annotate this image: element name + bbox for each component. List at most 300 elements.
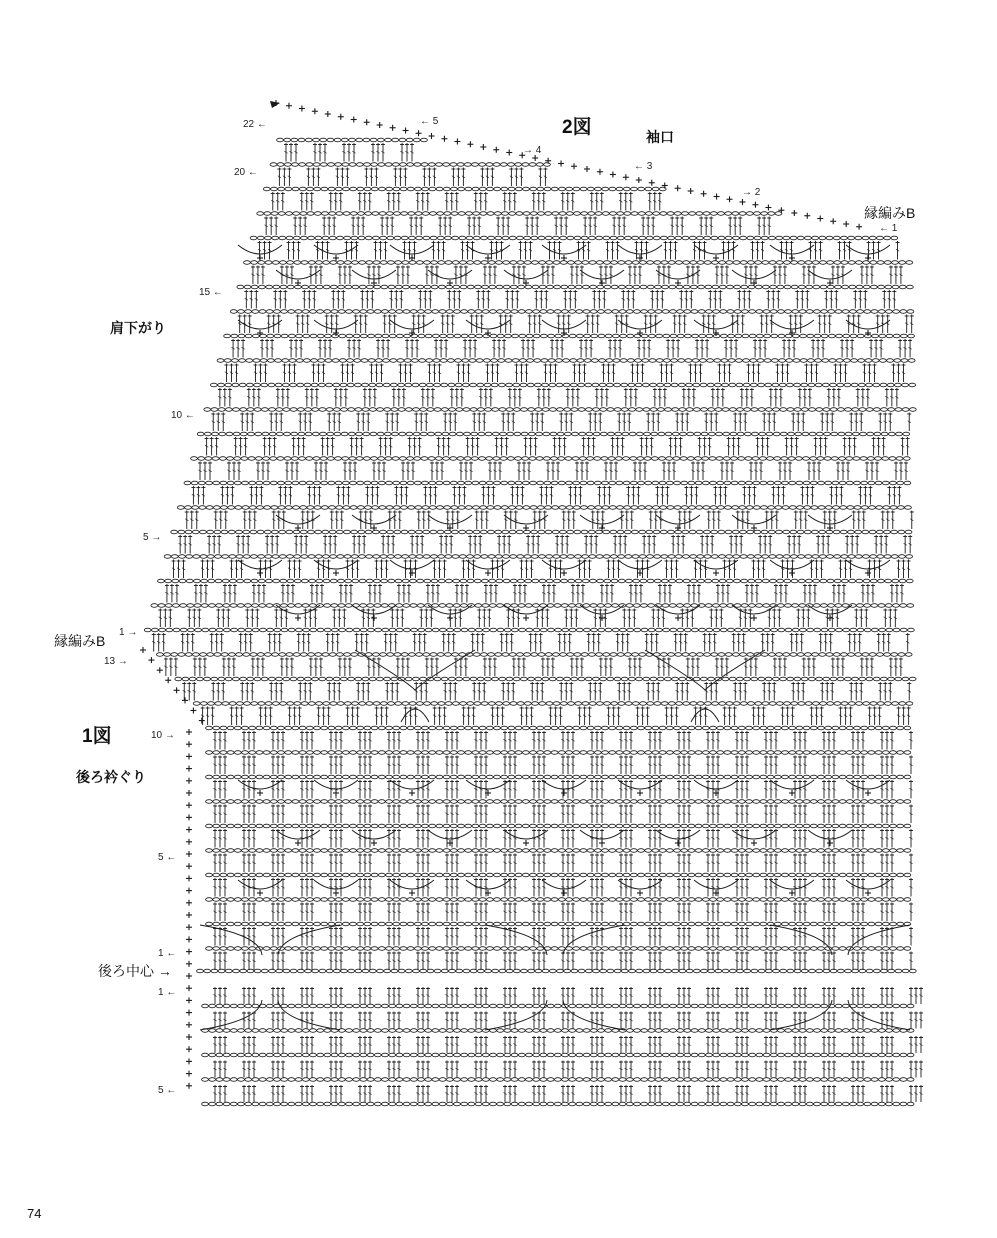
chain-stitch	[206, 481, 213, 485]
chain-stitch	[448, 383, 455, 387]
chain-stitch	[629, 408, 636, 412]
chain-stitch	[411, 359, 418, 363]
chain-stitch	[401, 212, 408, 216]
chain-stitch	[462, 359, 469, 363]
chain-stitch	[451, 187, 458, 191]
chain-stitch	[530, 481, 537, 485]
chain-stitch	[774, 457, 781, 461]
chain-stitch	[467, 261, 474, 265]
chain-stitch	[821, 310, 828, 314]
chain-stitch	[267, 334, 274, 338]
chain-stitch	[682, 236, 689, 240]
chain-stitch	[373, 261, 380, 265]
chain-stitch	[809, 408, 816, 412]
chain-stitch	[583, 285, 590, 289]
chain-stitch	[822, 383, 829, 387]
chain-stitch	[795, 457, 802, 461]
chain-stitch	[191, 481, 198, 485]
chain-stitch	[761, 236, 768, 240]
chain-stitch	[509, 212, 516, 216]
chain-stitch	[471, 432, 478, 436]
chain-stitch	[479, 481, 486, 485]
chain-stitch	[619, 285, 626, 289]
chain-stitch	[219, 432, 226, 436]
chain-stitch	[301, 236, 308, 240]
chain-stitch	[460, 285, 467, 289]
chain-stitch	[682, 212, 689, 216]
chain-stitch	[455, 383, 462, 387]
chain-stitch	[332, 334, 339, 338]
chain-stitch	[489, 285, 496, 289]
chain-stitch	[589, 261, 596, 265]
chain-stitch	[858, 383, 865, 387]
chain-stitch	[605, 334, 612, 338]
chain-stitch	[585, 408, 592, 412]
chain-stitch	[399, 432, 406, 436]
chain-stitch	[662, 285, 669, 289]
chain-stitch	[218, 408, 225, 412]
chain-stitch	[689, 506, 696, 510]
chain-stitch	[851, 383, 858, 387]
chain-stitch	[314, 212, 321, 216]
chain-stitch	[301, 261, 308, 265]
chain-stitch	[780, 408, 787, 412]
chain-stitch	[559, 212, 566, 216]
chain-stitch	[844, 383, 851, 387]
chain-stitch	[787, 408, 794, 412]
chain-stitch	[294, 555, 301, 559]
chain-stitch	[287, 285, 294, 289]
chain-stitch	[324, 334, 331, 338]
chain-stitch	[697, 555, 704, 559]
chain-stitch	[735, 359, 742, 363]
chain-stitch	[506, 383, 513, 387]
chain-stitch	[812, 555, 819, 559]
chain-stitch	[640, 261, 647, 265]
chain-stitch	[472, 481, 479, 485]
chain-stitch	[560, 261, 567, 265]
chain-stitch	[482, 310, 489, 314]
chain-stitch	[660, 530, 667, 534]
chain-stitch	[890, 481, 897, 485]
chain-stitch	[617, 506, 624, 510]
chain-stitch	[258, 555, 265, 559]
chain-stitch	[650, 408, 657, 412]
chain-stitch	[516, 212, 523, 216]
chain-stitch	[616, 187, 623, 191]
chain-stitch	[549, 408, 556, 412]
chain-stitch	[532, 261, 539, 265]
chain-stitch	[722, 383, 729, 387]
chain-stitch	[191, 457, 198, 461]
chain-stitch	[882, 481, 889, 485]
chain-stitch	[326, 408, 333, 412]
chain-stitch	[761, 506, 768, 510]
chain-stitch	[789, 481, 796, 485]
chain-stitch	[708, 408, 715, 412]
chain-stitch	[708, 432, 715, 436]
chain-stitch	[403, 310, 410, 314]
chain-stitch	[857, 310, 864, 314]
chain-stitch	[744, 408, 751, 412]
chain-stitch	[333, 408, 340, 412]
chain-stitch	[812, 530, 819, 534]
chain-stitch	[433, 359, 440, 363]
chain-stitch	[500, 163, 507, 167]
chain-stitch	[518, 310, 525, 314]
chain-stitch	[681, 481, 688, 485]
chain-stitch	[583, 310, 590, 314]
chain-stitch	[421, 457, 428, 461]
chain-stitch	[602, 187, 609, 191]
chain-stitch	[539, 285, 546, 289]
chain-stitch	[501, 187, 508, 191]
chain-stitch	[573, 506, 580, 510]
chain-stitch	[486, 163, 493, 167]
chain-stitch	[891, 530, 898, 534]
chain-stitch	[566, 481, 573, 485]
chain-stitch	[816, 408, 823, 412]
chain-stitch	[559, 187, 566, 191]
chain-stitch	[677, 334, 684, 338]
chain-stitch	[738, 481, 745, 485]
chain-stitch	[728, 359, 735, 363]
chain-stitch	[270, 163, 277, 167]
chain-stitch	[465, 187, 472, 191]
chain-stitch	[695, 457, 702, 461]
chain-stitch	[789, 506, 796, 510]
chain-stitch	[879, 334, 886, 338]
chain-stitch	[237, 285, 244, 289]
chain-stitch	[894, 383, 901, 387]
chain-stitch	[782, 506, 789, 510]
chain-stitch	[361, 359, 368, 363]
chain-stitch	[845, 432, 852, 436]
chain-stitch	[459, 236, 466, 240]
chain-stitch	[450, 457, 457, 461]
chain-stitch	[449, 408, 456, 412]
chain-stitch	[528, 432, 535, 436]
chain-stitch	[768, 506, 775, 510]
chain-stitch	[667, 212, 674, 216]
chain-stitch	[388, 261, 395, 265]
chain-stitch	[207, 530, 214, 534]
chain-stitch	[263, 187, 270, 191]
chain-stitch	[508, 481, 515, 485]
chain-stitch	[486, 481, 493, 485]
chain-stitch	[669, 285, 676, 289]
chain-stitch	[309, 285, 316, 289]
chain-stitch	[629, 432, 636, 436]
chain-stitch	[815, 359, 822, 363]
chain-stitch	[852, 408, 859, 412]
chain-stitch	[737, 432, 744, 436]
chain-stitch	[357, 187, 364, 191]
chain-stitch	[342, 481, 349, 485]
chain-stitch	[536, 432, 543, 436]
chain-stitch	[792, 334, 799, 338]
chain-stitch	[462, 383, 469, 387]
chain-stitch	[758, 383, 765, 387]
chain-stitch	[565, 457, 572, 461]
chain-stitch	[797, 236, 804, 240]
chain-stitch	[488, 555, 495, 559]
chain-stitch	[363, 457, 370, 461]
chain-stitch	[399, 138, 406, 142]
chain-stitch	[567, 236, 574, 240]
chain-stitch	[291, 457, 298, 461]
chain-stitch	[544, 481, 551, 485]
chain-stitch	[764, 334, 771, 338]
chain-stitch	[603, 236, 610, 240]
chain-stitch	[613, 359, 620, 363]
chain-stitch	[366, 555, 373, 559]
chain-stitch	[483, 359, 490, 363]
chain-stitch	[799, 310, 806, 314]
chain-stitch	[854, 506, 861, 510]
chain-stitch	[318, 383, 325, 387]
chain-stitch	[661, 236, 668, 240]
chain-stitch	[630, 457, 637, 461]
chain-stitch	[689, 236, 696, 240]
chain-stitch	[574, 530, 581, 534]
chain-stitch	[630, 481, 637, 485]
chain-stitch	[251, 261, 258, 265]
chain-stitch	[699, 334, 706, 338]
chain-stitch	[834, 555, 841, 559]
chain-stitch	[402, 555, 409, 559]
chain-stitch	[654, 261, 661, 265]
chain-stitch	[645, 481, 652, 485]
chain-stitch	[711, 530, 718, 534]
chain-stitch	[495, 236, 502, 240]
chain-stitch	[545, 530, 552, 534]
chain-stitch	[680, 457, 687, 461]
chain-stitch	[285, 506, 292, 510]
chain-stitch	[574, 236, 581, 240]
chain-stitch	[831, 457, 838, 461]
chain-stitch	[370, 138, 377, 142]
chain-stitch	[237, 310, 244, 314]
chain-stitch	[512, 334, 519, 338]
chain-stitch	[537, 187, 544, 191]
chain-stitch	[847, 506, 854, 510]
chain-stitch	[874, 432, 881, 436]
chain-stitch	[683, 261, 690, 265]
chain-stitch	[603, 555, 610, 559]
chain-stitch	[479, 457, 486, 461]
chain-stitch	[810, 457, 817, 461]
chain-stitch	[741, 310, 748, 314]
chain-stitch	[591, 359, 598, 363]
chain-stitch	[423, 530, 430, 534]
chain-stitch	[801, 383, 808, 387]
chain-stitch	[503, 285, 510, 289]
chain-stitch	[452, 261, 459, 265]
chain-stitch	[595, 506, 602, 510]
chain-stitch	[873, 383, 880, 387]
chain-stitch	[378, 457, 385, 461]
chain-stitch	[511, 310, 518, 314]
chain-stitch	[639, 555, 646, 559]
chain-stitch	[320, 457, 327, 461]
chain-stitch	[693, 383, 700, 387]
chain-stitch	[408, 530, 415, 534]
chain-stitch	[712, 285, 719, 289]
chain-stitch	[762, 261, 769, 265]
chain-stitch	[362, 408, 369, 412]
chain-stitch	[265, 555, 272, 559]
chain-stitch	[685, 359, 692, 363]
chain-stitch	[486, 457, 493, 461]
chain-stitch	[255, 432, 262, 436]
chain-stitch	[171, 555, 178, 559]
chain-stitch	[363, 138, 370, 142]
chain-stitch	[797, 506, 804, 510]
chain-stitch	[218, 383, 225, 387]
chain-stitch	[447, 334, 454, 338]
chain-stitch	[572, 457, 579, 461]
chain-stitch	[192, 530, 199, 534]
chain-stitch	[815, 383, 822, 387]
chain-stitch	[883, 506, 890, 510]
chain-stitch	[477, 383, 484, 387]
chain-stitch	[790, 236, 797, 240]
chain-stitch	[257, 506, 264, 510]
chain-stitch	[625, 236, 632, 240]
chain-stitch	[469, 359, 476, 363]
chain-stitch	[261, 383, 268, 387]
chain-stitch	[321, 481, 328, 485]
chain-stitch	[285, 187, 292, 191]
chain-stitch	[523, 212, 530, 216]
chain-stitch	[437, 212, 444, 216]
chain-stitch	[325, 359, 332, 363]
chain-stitch	[632, 555, 639, 559]
chain-stitch	[713, 310, 720, 314]
chain-stitch	[440, 334, 447, 338]
chain-stitch	[690, 261, 697, 265]
chain-stitch	[264, 506, 271, 510]
chain-stitch	[553, 236, 560, 240]
chain-stitch	[830, 408, 837, 412]
chain-stitch	[276, 432, 283, 436]
chain-stitch	[654, 555, 661, 559]
chain-stitch	[452, 555, 459, 559]
chain-stitch	[470, 408, 477, 412]
chain-stitch	[597, 285, 604, 289]
chain-stitch	[422, 212, 429, 216]
chain-stitch	[625, 555, 632, 559]
chain-stitch	[718, 212, 725, 216]
chain-stitch	[566, 187, 573, 191]
chain-stitch	[645, 187, 652, 191]
chain-stitch	[409, 261, 416, 265]
chain-stitch	[306, 457, 313, 461]
chain-stitch	[797, 530, 804, 534]
chain-stitch	[330, 555, 337, 559]
chain-stitch	[689, 530, 696, 534]
chain-stitch	[428, 457, 435, 461]
chain-stitch	[761, 212, 768, 216]
chain-stitch	[307, 506, 314, 510]
chain-stitch	[867, 432, 874, 436]
chain-stitch	[322, 212, 329, 216]
chain-stitch	[424, 285, 431, 289]
chain-stitch	[852, 432, 859, 436]
chain-stitch	[248, 432, 255, 436]
chain-stitch	[353, 334, 360, 338]
chain-stitch	[494, 187, 501, 191]
chain-stitch	[272, 530, 279, 534]
chain-stitch	[344, 555, 351, 559]
chain-stitch	[522, 481, 529, 485]
chain-stitch	[346, 334, 353, 338]
chain-stitch	[400, 481, 407, 485]
chain-stitch	[376, 383, 383, 387]
chain-stitch	[531, 555, 538, 559]
chain-stitch	[494, 212, 501, 216]
chain-stitch	[254, 408, 261, 412]
chain-stitch	[662, 310, 669, 314]
chain-stitch	[220, 481, 227, 485]
chain-stitch	[234, 457, 241, 461]
chain-stitch	[267, 359, 274, 363]
chain-stitch	[725, 530, 732, 534]
chain-stitch	[472, 163, 479, 167]
chain-stitch	[632, 261, 639, 265]
chain-stitch	[541, 359, 548, 363]
chain-stitch	[594, 481, 601, 485]
chain-stitch	[763, 310, 770, 314]
chain-stitch	[243, 555, 250, 559]
chain-stitch	[624, 212, 631, 216]
chain-stitch	[415, 212, 422, 216]
chain-stitch	[372, 212, 379, 216]
chain-stitch	[501, 481, 508, 485]
chain-stitch	[631, 506, 638, 510]
chain-stitch	[734, 285, 741, 289]
chain-stitch	[598, 334, 605, 338]
chain-stitch	[907, 310, 914, 314]
chain-stitch	[722, 408, 729, 412]
chain-stitch	[743, 359, 750, 363]
chain-stitch	[806, 285, 813, 289]
chain-stitch	[465, 481, 472, 485]
chain-stitch	[380, 236, 387, 240]
chain-stitch	[412, 383, 419, 387]
chain-stitch	[359, 261, 366, 265]
chain-stitch	[331, 285, 338, 289]
chain-stitch	[897, 481, 904, 485]
chain-stitch	[250, 530, 257, 534]
chain-stitch	[776, 555, 783, 559]
chain-stitch	[516, 530, 523, 534]
chain-stitch	[500, 432, 507, 436]
chain-stitch	[389, 334, 396, 338]
chain-stitch	[800, 359, 807, 363]
chain-stitch	[455, 359, 462, 363]
chain-stitch	[381, 285, 388, 289]
chain-stitch	[478, 432, 485, 436]
chain-stitch	[178, 530, 185, 534]
chain-stitch	[715, 408, 722, 412]
chain-stitch	[885, 310, 892, 314]
chain-stitch	[293, 212, 300, 216]
chain-stitch	[365, 236, 372, 240]
chain-stitch	[818, 506, 825, 510]
chain-stitch	[655, 310, 662, 314]
